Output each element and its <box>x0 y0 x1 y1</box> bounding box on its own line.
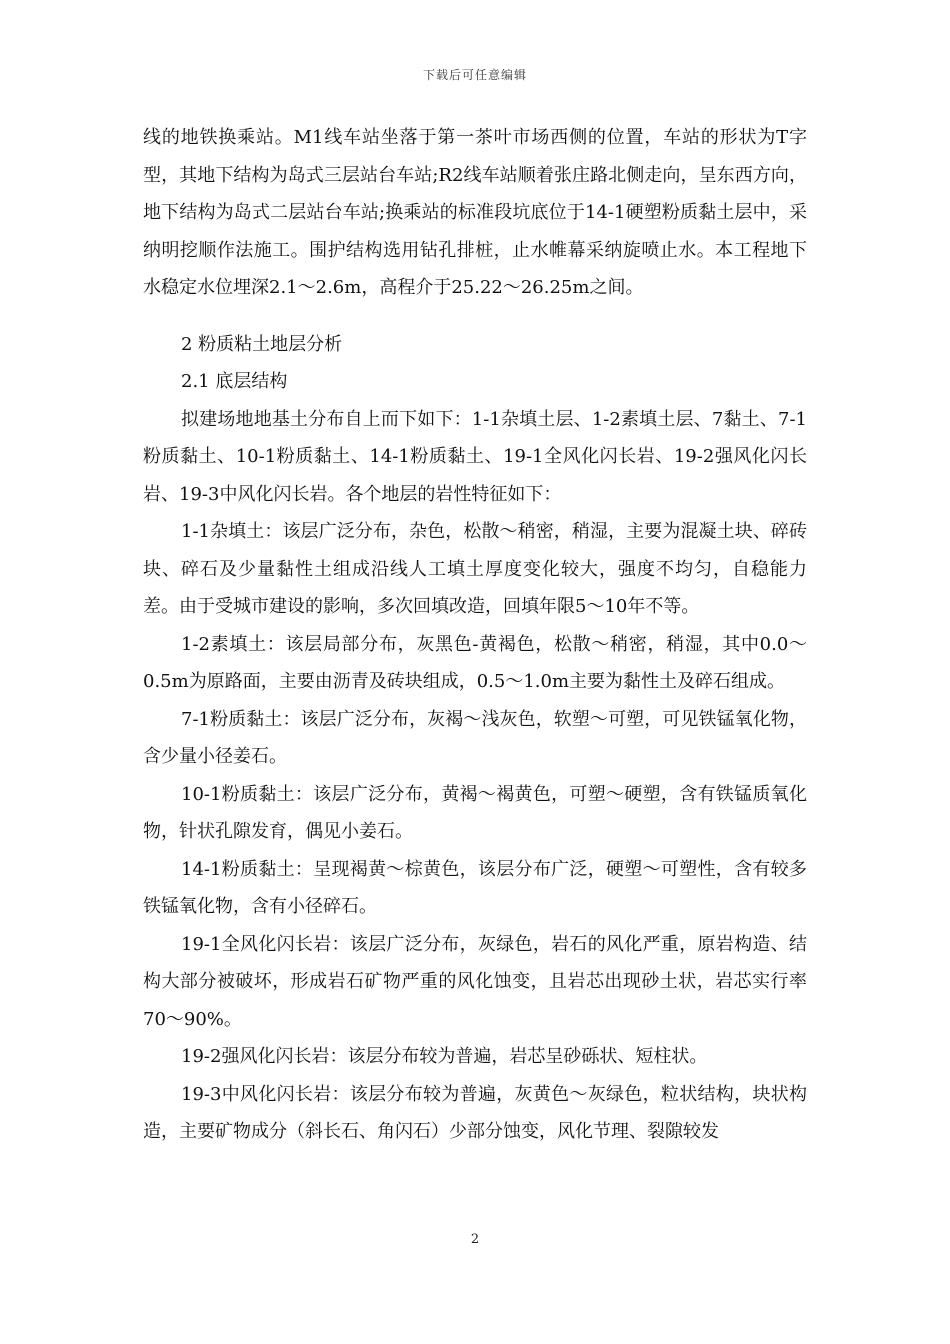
subsection-heading-2-1: 2.1 底层结构 <box>181 371 288 392</box>
paragraph-layer-10-1: 10-1粉质黏土：该层广泛分布，黄褐～褐黄色，可塑～硬塑，含有铁锰质氧化物，针状孔隙发育，偶见小姜石。 <box>143 783 807 842</box>
paragraph-layer-19-2: 19-2强风化闪长岩：该层分布较为普遍，岩芯呈砂砾状、短柱状。 <box>181 1046 708 1067</box>
paragraph-layer-1-1: 1-1杂填土：该层广泛分布，杂色，松散～稍密，稍湿，主要为混凝土块、碎砖块、碎石及少量黏性土组成沿线人工填土厚度变化较大，强度不均匀，自稳能力差。由于受城市建设的影响，多次回填改造，回填年限5～10年不等。 <box>143 521 807 617</box>
paragraph-layer-14-1: 14-1粉质黏土：呈现褐黄～棕黄色，该层分布广泛，硬塑～可塑性，含有较多铁锰氧化物，含有小径碎石。 <box>143 858 807 917</box>
document-body <box>143 119 807 1151</box>
paragraph-layer-1-2: 1-2素填土：该层局部分布，灰黑色-黄褐色，松散～稍密，稍湿，其中0.0～0.5m为原路面，主要由沥青及砖块组成，0.5～1.0m主要为黏性土及碎石组成。 <box>143 633 807 692</box>
paragraph-layer-19-3: 19-3中风化闪长岩：该层分布较为普遍，灰黄色～灰绿色，粒状结构，块状构造，主要矿物成分（斜长石、角闪石）少部分蚀变，风化节理、裂隙较发 <box>143 1083 807 1142</box>
page-number: 2 <box>470 1232 480 1247</box>
paragraph-layer-19-1: 19-1全风化闪长岩：该层广泛分布，灰绿色，岩石的风化严重，原岩构造、结构大部分被破坏，形成岩石矿物严重的风化蚀变，且岩芯出现砂土状，岩芯实行率70～90%。 <box>143 933 807 1030</box>
page-header: 下载后可任意编辑 <box>422 68 527 82</box>
paragraph-intro-continued: 线的地铁换乘站。M1线车站坐落于第一茶叶市场西侧的位置，车站的形状为T字型，其地下结构为岛式三层站台车站;R2线车站顺着张庄路北侧走向，呈东西方向，地下结构为岛式二层站台车站;换乘站的标准段坑底位于14-1硬塑粉质黏土层中，采纳明挖顺作法施工。围护结构选用钻孔排桩，止水帷幕采纳旋喷止水。本工程地下水稳定水位埋深2.1～2.6m，高程介于25.22～26.25m之间。 <box>143 127 807 298</box>
paragraph-strata-overview: 拟建场地地基土分布自上而下如下：1-1杂填土层、1-2素填土层、7黏土、7-1粉质黏土、10-1粉质黏土、14-1粉质黏土、19-1全风化闪长岩、19-2强风化闪长岩、19-3中风化闪长岩。各个地层的岩性特征如下： <box>143 408 807 505</box>
section-heading-2: 2 粉质粘土地层分析 <box>181 333 343 355</box>
paragraph-layer-7-1: 7-1粉质黏土：该层广泛分布，灰褐～浅灰色，软塑～可塑，可见铁锰氧化物，含少量小径姜石。 <box>143 708 807 767</box>
section-spacer <box>143 307 807 326</box>
